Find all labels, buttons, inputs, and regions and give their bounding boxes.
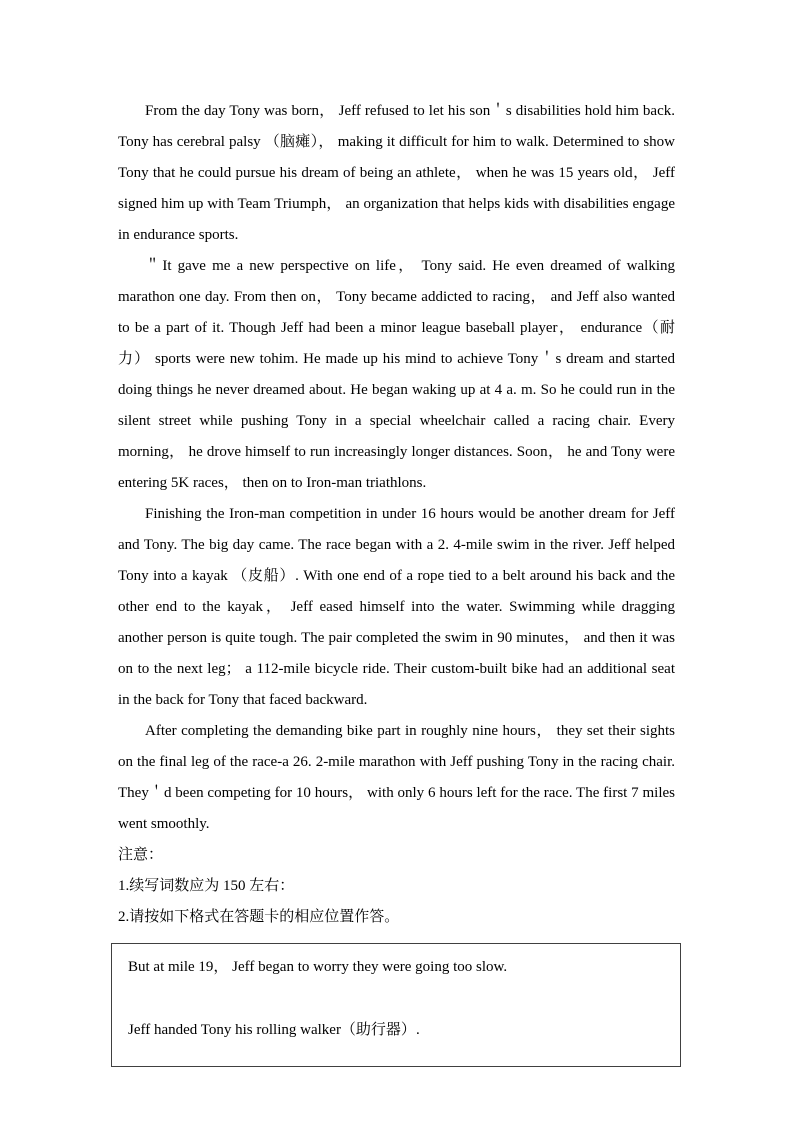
passage-paragraph-4: After completing the demanding bike part in roughly nine hours， they set their sights on the final leg of the race-a 26. 2-mile marathon with Jeff pushing Tony in the racing chair. They＇d been competing for 10 hours， with only 6 hours left for the race. The first 7 miles went smoothly. [118,723,675,832]
passage-paragraph-3: Finishing the Iron-man competition in under 16 hours would be another dream for Jeff and Tony. The big day came. The race began with a 2. 4-mile swim in the river. Jeff helped Tony into a kayak （皮船）. With one end of a rope tied to a belt around his back and the other end to the kayak， Jeff eased himself into the water. Swimming while dragging another person is quite tough. The pair completed the swim in 90 minutes， and then it was on to the next leg； a 112-mile bicycle ride. Their custom-built bike had an additional seat in the back for Tony that faced backward. [118,506,675,708]
document-page [118,96,675,1067]
note-item-1: 1.续写词数应为 150 左右： [118,878,295,894]
answer-box-line-1: But at mile 19， Jeff began to worry they were going too slow. [128,959,508,975]
notes-heading: 注意： [118,847,164,863]
note-item-2: 2.请按如下格式在答题卡的相应位置作答。 [118,909,400,925]
passage-paragraph-1: From the day Tony was born， Jeff refused to let his son＇s disabilities hold him back. Tony has cerebral palsy （脑瘫）， making it difficult for him to walk. Determined to show Tony that he could pursue his dream of being an athlete， when he was 15 years old， Jeff signed him up with Team Triumph， an organization that helps kids with disabilities engage in endurance sports. [118,103,675,243]
answer-box [111,943,681,1067]
answer-box-line-2: Jeff handed Tony his rolling walker（助行器）. [128,1022,420,1038]
passage-paragraph-2: ＂It gave me a new perspective on life， Tony said. He even dreamed of walking marathon one day. From then on， Tony became addicted to racing， and Jeff also wanted to be a part of it. Though Jeff had been a minor league baseball player， endurance（耐力） sports were new tohim. He made up his mind to achieve Tony＇s dream and started doing things he never dreamed about. He began waking up at 4 a. m. So he could run in the silent street while pushing Tony in a special wheelchair called a racing chair. Every morning， he drove himself to run increasingly longer distances. Soon， he and Tony were entering 5K races， then on to Iron-man triathlons. [118,258,675,491]
